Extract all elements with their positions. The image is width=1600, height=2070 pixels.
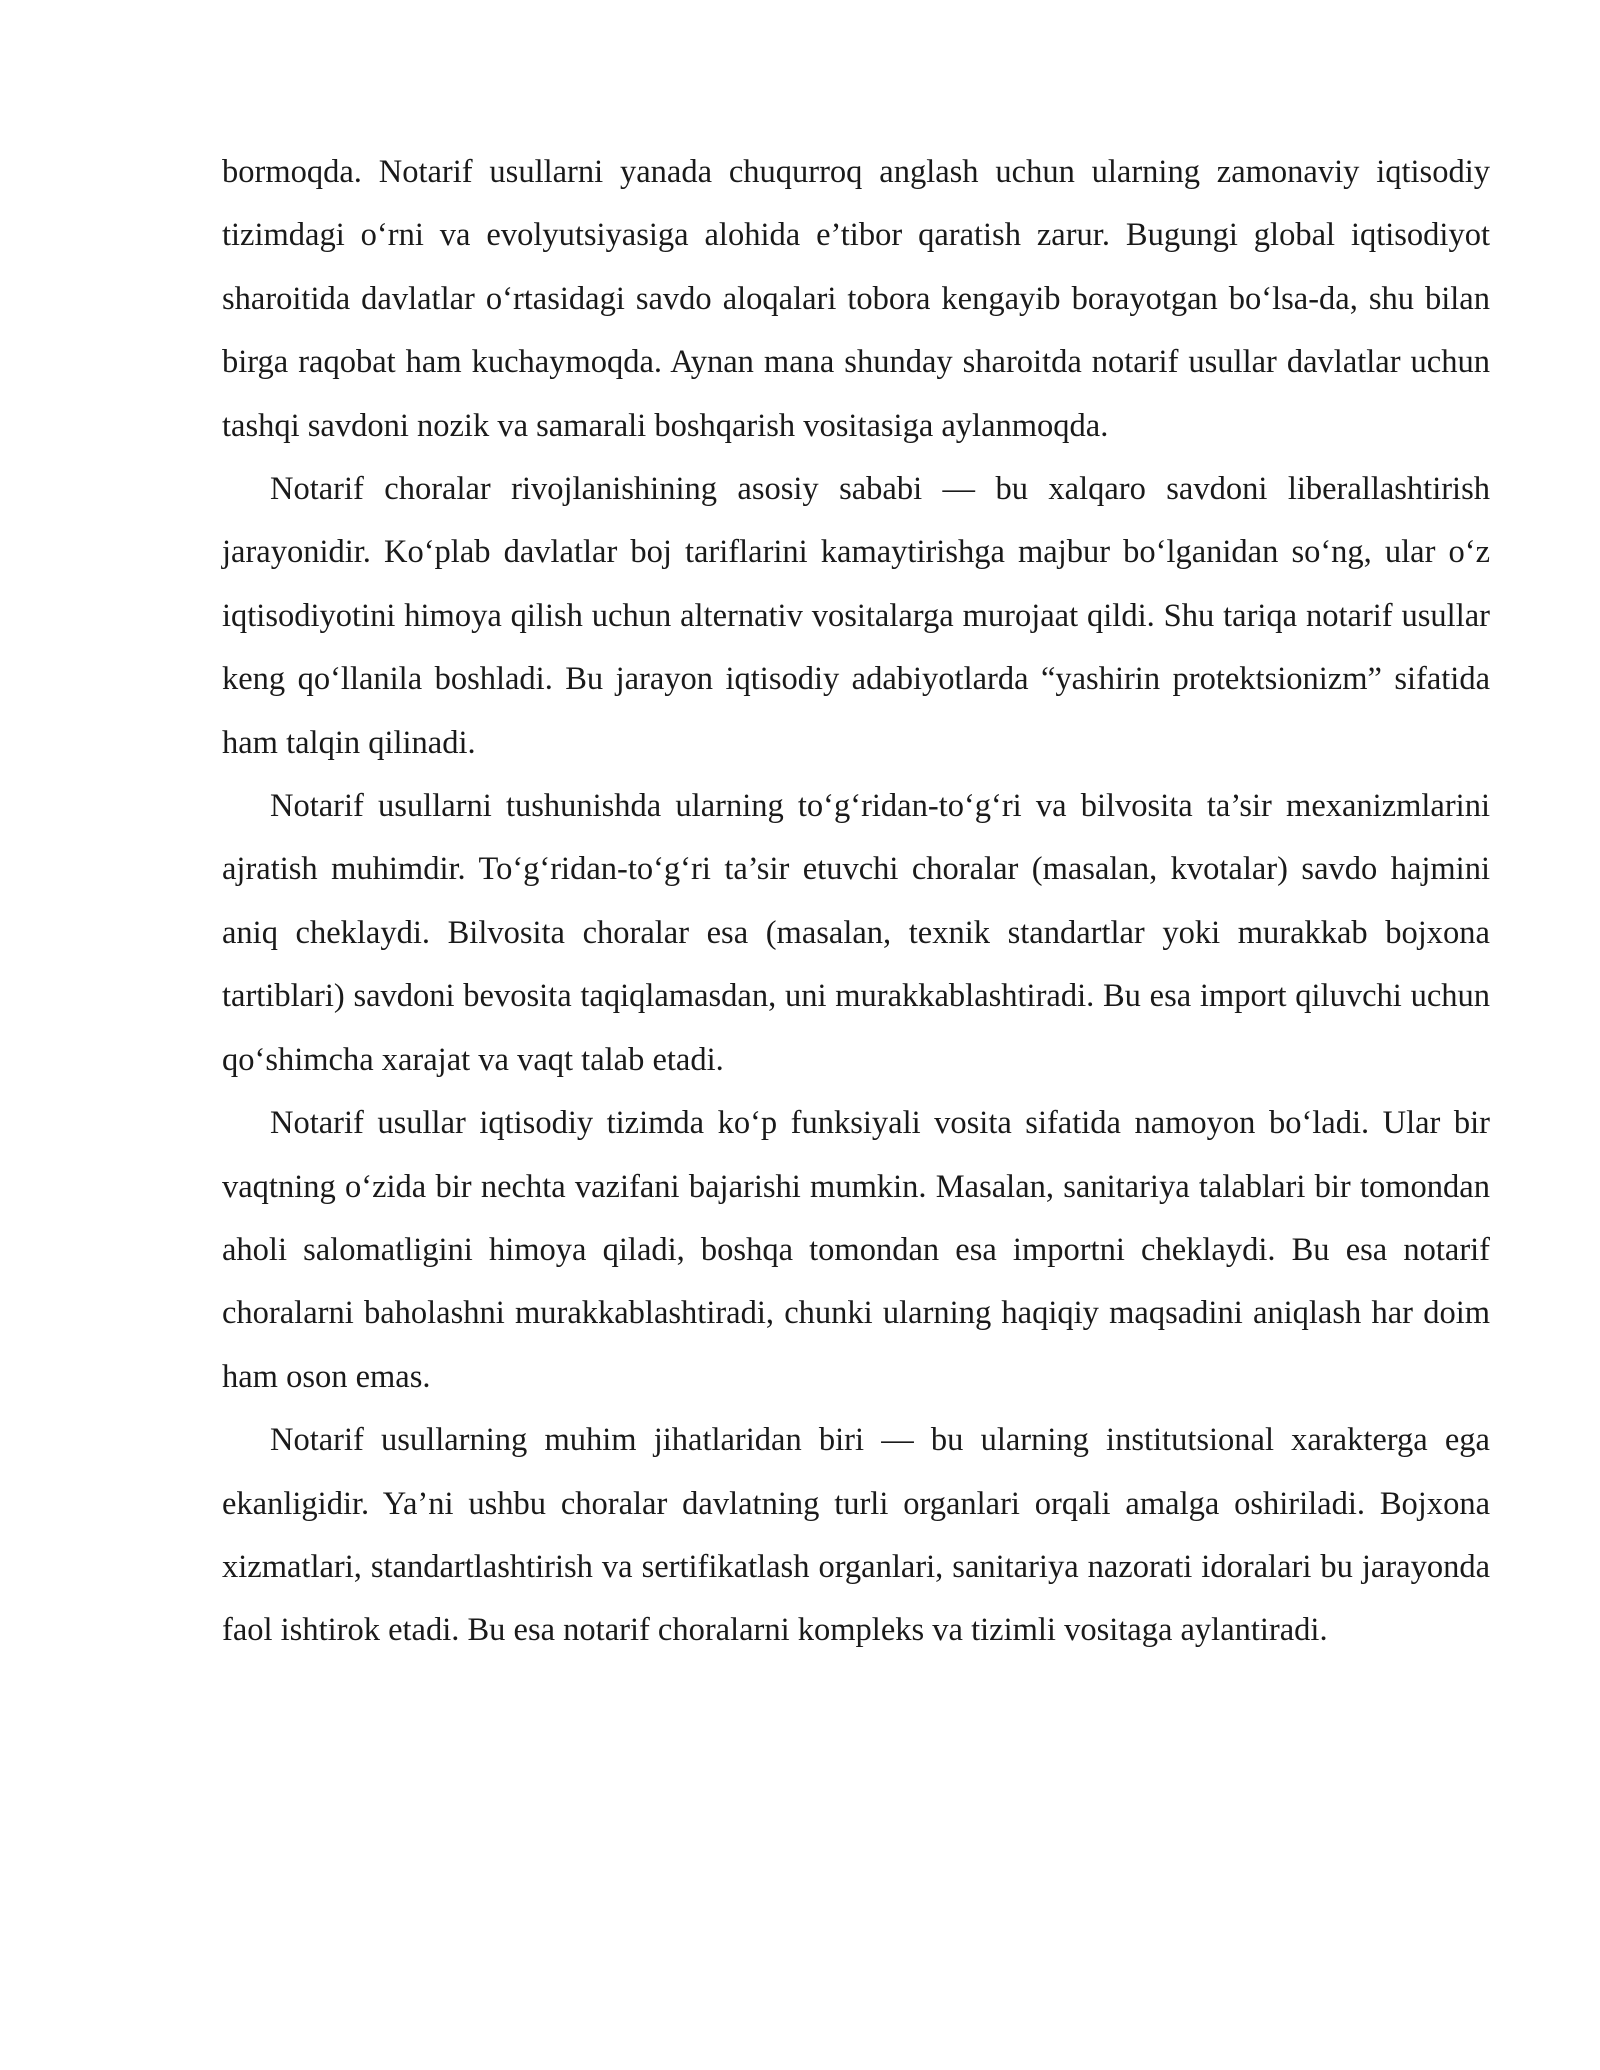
paragraph-3: Notarif usullarni tushunishda ularning to‘g‘ridan-to‘g‘ri va bilvosita ta’sir mexanizmlarini ajratish muhimdir. To‘g‘ridan-to‘g‘ri ta’sir etuvchi choralar (masalan, kvotalar) savdo hajmini aniq cheklaydi. Bilvosita choralar esa (masalan, texnik standartlar yoki murakkab bojxona tartiblari) savdoni bevosita taqiqlamasdan, uni murakkablashtiradi. Bu esa import qiluvchi uchun qo‘shimcha xarajat va vaqt talab etadi.	[222, 788, 1490, 1078]
paragraph-4: Notarif usullar iqtisodiy tizimda ko‘p funksiyali vosita sifatida namoyon bo‘ladi. Ular bir vaqtning o‘zida bir nechta vazifani bajarishi mumkin. Masalan, sanitariya talablari bir tomondan aholi salomatligini himoya qiladi, boshqa tomondan esa importni cheklaydi. Bu esa notarif choralarni baholashni murakkablashtiradi, chunki ularning haqiqiy maqsadini aniqlash har doim ham oson emas.	[222, 1105, 1490, 1395]
paragraph-5: Notarif usullarning muhim jihatlaridan biri — bu ularning institutsional xarakterga ega ekanligidir. Ya’ni ushbu choralar davlatning turli organlari orqali amalga oshiriladi. Bojxona xizmatlari, standartlashtirish va sertifikatlash organlari, sanitariya nazorati idoralari bu jarayonda faol ishtirok etadi. Bu esa notarif choralarni kompleks va tizimli vositaga aylantiradi.	[222, 1422, 1490, 1649]
paragraph-2: Notarif choralar rivojlanishining asosiy sababi — bu xalqaro savdoni liberallashtirish jarayonidir. Ko‘plab davlatlar boj tariflarini kamaytirishga majbur bo‘lganidan so‘ng, ular o‘z iqtisodiyotini himoya qilish uchun alternativ vositalarga murojaat qildi. Shu tariqa notarif usullar keng qo‘llanila boshladi. Bu jarayon iqtisodiy adabiyotlarda “yashirin protektsionizm” sifatida ham talqin qilinadi.	[222, 471, 1490, 761]
paragraph-1: bormoqda. Notarif usullarni yanada chuqurroq anglash uchun ularning zamonaviy iqtisodiy tizimdagi o‘rni va evolyutsiyasiga alohida e’tibor qaratish zarur. Bugungi global iqtisodiyot sharoitida davlatlar o‘rtasidagi savdo aloqalari tobora kengayib borayotgan bo‘lsa-da, shu bilan birga raqobat ham kuchaymoqda. Aynan mana shunday sharoitda notarif usullar davlatlar uchun tashqi savdoni nozik va samarali boshqarish vositasiga aylanmoqda.	[222, 154, 1490, 444]
document-body	[222, 141, 1490, 1663]
